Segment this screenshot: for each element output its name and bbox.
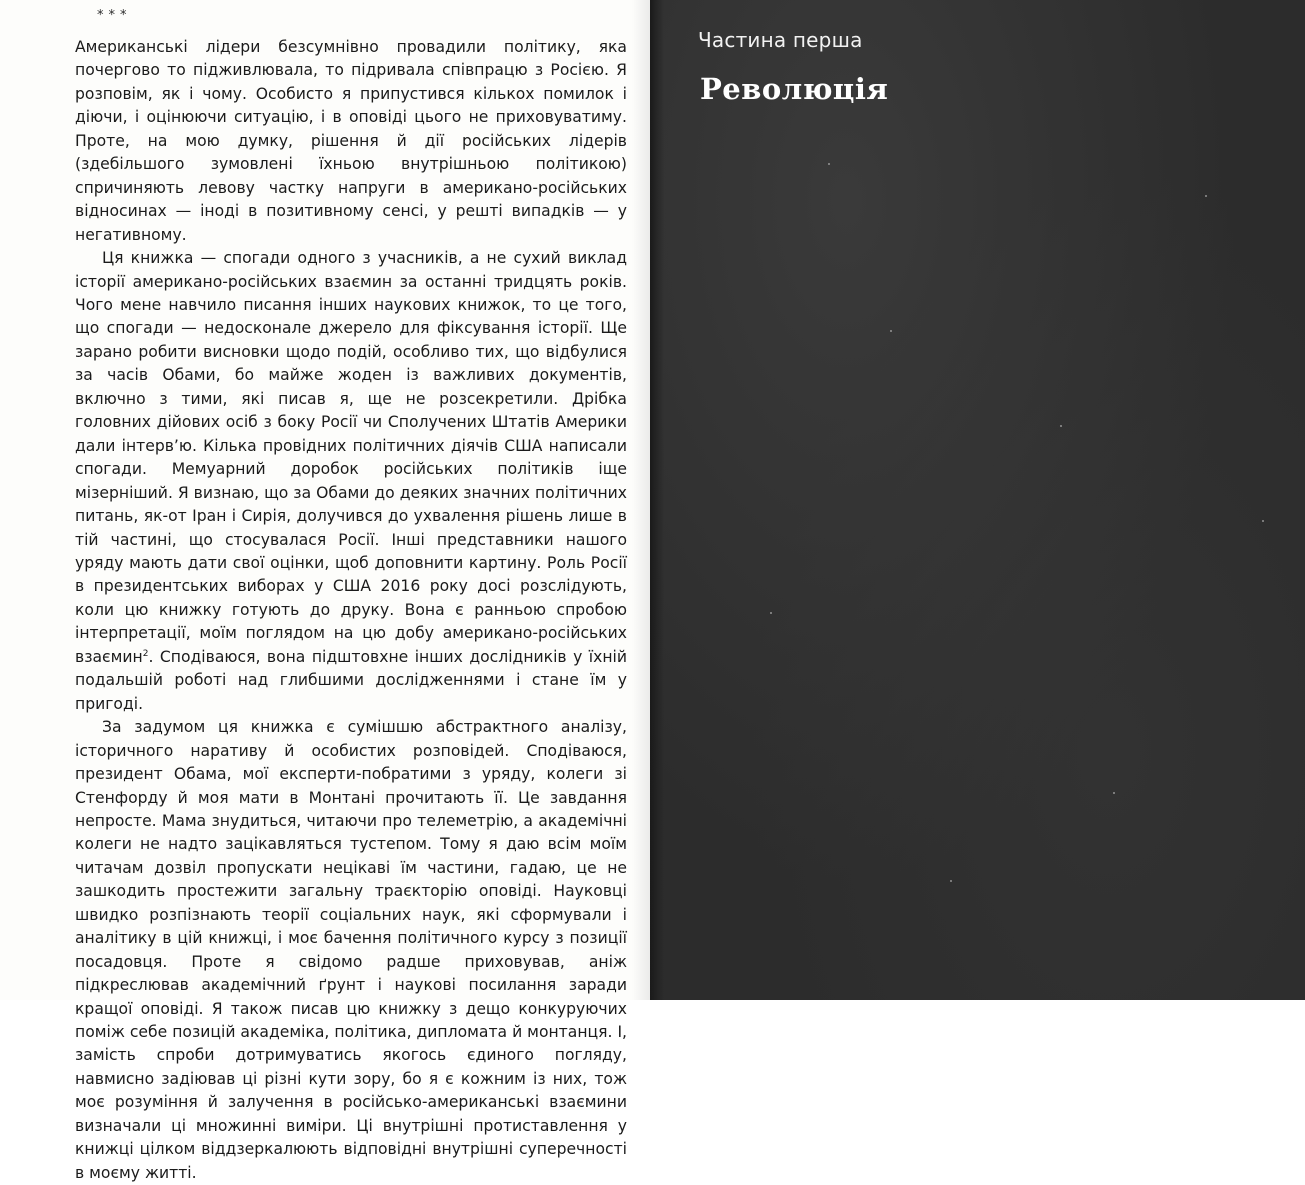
paragraph-2-text: Ця книжка — спогади одного з учасників, а не сухий виклад історії американо-російських взаємин за останні тридцять років. Чого мене навчило писання інших наукових книжок, то це того, що спогади — недосконале джерело для фіксування історії. Ще зарано робити висновки щодо подій, особливо тих, що відбулися за часів Обами, бо майже жоден із важливих документів, включно з тими, які писав я, ще не розсекретили. Дрібка головних дійових осіб з боку Росії чи Сполучених Штатів Америки дали інтерв’ю. Кілька провідних політичних діячів США написали спогади. Мемуарний доробок російських політиків іще мізерніший. Я визнаю, що за Обами до деяких значних політичних питань, як-от Іран і Сирія, долучився до ухвалення рішень лише в тій частині, що стосувалася Росії. Інші представники нашого уряду мають дати свої оцінки, щоб доповнити картину. Роль Росії в президентських виборах у США 2016 року досі розслідують, коли цю книжку готують до друку. Вона є ранньою спробою інтерпретації, моїм поглядом на цю добу американо-російських взаємин	[75, 249, 627, 666]
paper-speck	[950, 880, 952, 882]
part-title: Революція	[700, 72, 889, 106]
right-page	[650, 0, 1305, 1000]
paragraph-2	[75, 247, 627, 716]
footnote-tail: .	[148, 647, 154, 666]
body-text	[75, 36, 627, 1185]
paper-speck	[828, 163, 830, 165]
paragraph-3: За задумом ця книжка є сумішшю абстрактного аналізу, історичного наративу й особистих розповідей. Сподіваюся, президент Обама, мої експерти-побратими з уряду, колеги зі Стенфорду й моя мати в Монтані прочитають її. Це завдання непросте. Мама знудиться, читаючи про телеметрію, а академічні колеги не надто зацікавляться тустепом. Тому я даю всім моїм читачам дозвіл пропускати нецікаві їм частини, гадаю, це не зашкодить простежити загальну траєкторію оповіді. Науковці швидко розпізнають теорії соціальних наук, які сформували і аналітику в цій книжці, і моє бачення політичного курсу з позиції посадовця. Проте я свідомо радше приховував, аніж підкреслював академічний ґрунт і наукові посилання заради кращої оповіді. Я також писав цю книжку з дещо конкуруючих поміж себе позицій академіка, політика, дипломата й монтанця. І, замість спроби дотримуватись якогось єдиного погляду, навмисно задіював ці різні кути зору, бо я є кожним із них, тож моє розуміння й залучення в російсько-американські взаємини визначали ці множинні виміри. Ці внутрішні протиставлення у книжці цілком віддзеркалюють відповідні внутрішні суперечності в моєму житті.	[75, 718, 627, 1182]
paper-speck	[770, 612, 772, 614]
page-edge-shadow	[650, 0, 664, 1000]
paper-speck	[890, 330, 892, 332]
paper-speck	[1113, 792, 1115, 794]
footnote-mark: 2	[142, 648, 149, 659]
paragraph-2-continuation: Сподіваюся, вона підштовхне інших дослідників у їхній подальшій роботі над глибшими дослідженнями і стане їм у пригоді.	[75, 647, 627, 713]
paper-speck	[1060, 425, 1062, 427]
paper-speck	[1262, 520, 1264, 522]
paragraph-1: Американські лідери безсумнівно провадили політику, яка почергово то підживлювала, то підривала співпрацю з Росією. Я розповім, як і чому. Особисто я припустився кількох помилок і діючи, і оцінюючи ситуацію, і в оповіді цього не приховуватиму. Проте, на мою думку, рішення й дії російських лідерів (здебільшого зумовлені їхньою внутрішньою політикою) спричиняють левову частку напруги в американо-російських відносинах — іноді в позитивному сенсі, у решті випадків — у негативному.	[75, 38, 627, 244]
page-gutter	[632, 0, 650, 1000]
left-page	[0, 0, 650, 1182]
section-separator: ***	[97, 8, 132, 23]
part-label: Частина перша	[698, 28, 863, 52]
paper-speck	[1205, 195, 1207, 197]
